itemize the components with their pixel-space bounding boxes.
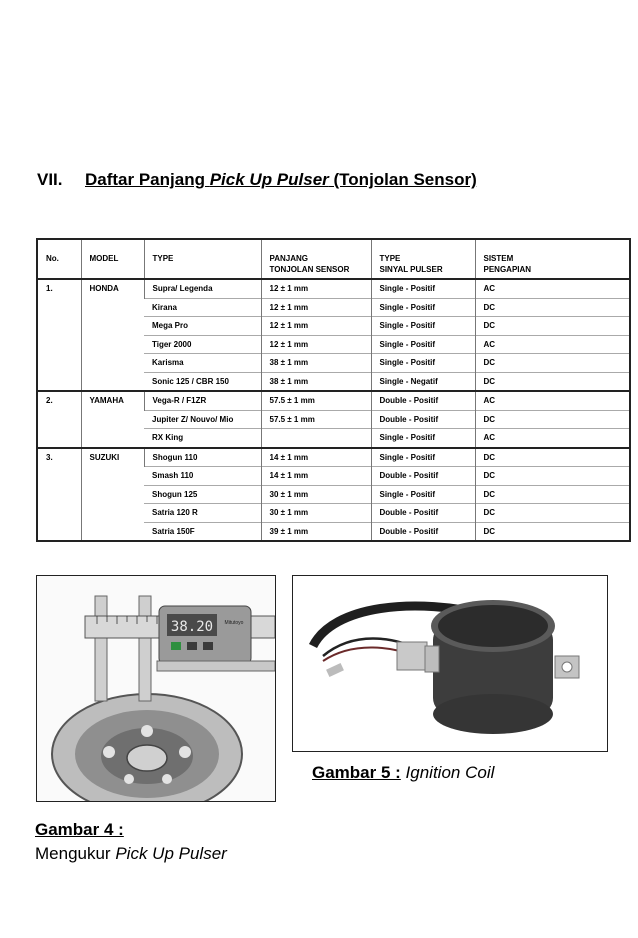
section-title: Daftar Panjang Pick Up Pulser (Tonjolan Sensor) xyxy=(85,170,477,189)
cell-sistem: DC xyxy=(475,522,630,541)
cell-sistem: DC xyxy=(475,485,630,504)
cell-sistem: DC xyxy=(475,448,630,467)
cell-sinyal: Single - Positif xyxy=(371,485,475,504)
header-panjang: PANJANG TONJOLAN SENSOR xyxy=(261,239,371,279)
cell-type: RX King xyxy=(144,429,261,448)
cell-type: Supra/ Legenda xyxy=(144,279,261,298)
cell-sinyal: Single - Positif xyxy=(371,448,475,467)
cell-type: Karisma xyxy=(144,354,261,373)
pulser-length-table xyxy=(36,238,631,542)
cell-sinyal: Double - Positif xyxy=(371,504,475,523)
table-row xyxy=(37,448,630,467)
cell-type: Shogun 125 xyxy=(144,485,261,504)
cell-panjang: 14 ± 1 mm xyxy=(261,467,371,486)
cell-model: YAMAHA xyxy=(81,391,144,448)
cell-sinyal: Double - Positif xyxy=(371,391,475,410)
cell-sistem: DC xyxy=(475,372,630,391)
cell-sistem: DC xyxy=(475,317,630,336)
cell-sinyal: Single - Negatif xyxy=(371,372,475,391)
figure-5-caption xyxy=(312,763,494,783)
table-row xyxy=(37,391,630,410)
header-sistem: SISTEM PENGAPIAN xyxy=(475,239,630,279)
caliper-readout: 38.20 xyxy=(170,619,214,635)
flywheel-image xyxy=(52,694,242,801)
cell-sinyal: Single - Positif xyxy=(371,335,475,354)
cell-no: 3. xyxy=(37,448,81,542)
cell-type: Vega-R / F1ZR xyxy=(144,391,261,410)
cell-type: Smash 110 xyxy=(144,467,261,486)
header-type: TYPE xyxy=(144,239,261,279)
cell-sistem: AC xyxy=(475,279,630,298)
cell-type: Sonic 125 / CBR 150 xyxy=(144,372,261,391)
figure-5-title: Ignition Coil xyxy=(405,763,495,782)
cell-sistem: AC xyxy=(475,335,630,354)
cell-sinyal: Double - Positif xyxy=(371,467,475,486)
cell-type: Kirana xyxy=(144,298,261,317)
cell-panjang: 12 ± 1 mm xyxy=(261,279,371,298)
cell-sistem: DC xyxy=(475,504,630,523)
cell-sinyal: Double - Positif xyxy=(371,522,475,541)
table-body xyxy=(37,279,630,541)
cell-sistem: DC xyxy=(475,298,630,317)
cell-sistem: AC xyxy=(475,429,630,448)
figure-4-label: Gambar 4 : xyxy=(35,820,124,839)
cell-sinyal: Single - Positif xyxy=(371,354,475,373)
cell-panjang: 57.5 ± 1 mm xyxy=(261,410,371,429)
figure-5-label: Gambar 5 : xyxy=(312,763,401,782)
section-heading xyxy=(37,170,477,190)
cell-sinyal: Double - Positif xyxy=(371,410,475,429)
cell-sinyal: Single - Positif xyxy=(371,429,475,448)
caliper-brand: Mitutoyo xyxy=(224,620,244,626)
cell-sinyal: Single - Positif xyxy=(371,298,475,317)
header-sinyal: TYPE SINYAL PULSER xyxy=(371,239,475,279)
cell-panjang: 14 ± 1 mm xyxy=(261,448,371,467)
table-header-row xyxy=(37,239,630,279)
header-model: MODEL xyxy=(81,239,144,279)
cell-sinyal: Single - Positif xyxy=(371,279,475,298)
cell-model: SUZUKI xyxy=(81,448,144,542)
cell-type: Tiger 2000 xyxy=(144,335,261,354)
cell-type: Satria 120 R xyxy=(144,504,261,523)
cell-type: Jupiter Z/ Nouvo/ Mio xyxy=(144,410,261,429)
cell-panjang: 57.5 ± 1 mm xyxy=(261,391,371,410)
section-number: VII. xyxy=(37,170,63,189)
header-no: No. xyxy=(37,239,81,279)
cell-type: Mega Pro xyxy=(144,317,261,336)
cell-panjang xyxy=(261,429,371,448)
cell-sistem: AC xyxy=(475,391,630,410)
cell-panjang: 12 ± 1 mm xyxy=(261,317,371,336)
caliper-photo xyxy=(37,576,275,801)
cell-type: Shogun 110 xyxy=(144,448,261,467)
cell-sistem: DC xyxy=(475,354,630,373)
ignition-coil-photo xyxy=(293,576,607,751)
figure-5-frame xyxy=(292,575,608,752)
cell-no: 2. xyxy=(37,391,81,448)
table-row xyxy=(37,279,630,298)
cell-sinyal: Single - Positif xyxy=(371,317,475,336)
cell-panjang: 38 ± 1 mm xyxy=(261,354,371,373)
cell-no: 1. xyxy=(46,284,53,293)
cell-panjang: 38 ± 1 mm xyxy=(261,372,371,391)
cell-sistem: DC xyxy=(475,410,630,429)
cell-panjang: 39 ± 1 mm xyxy=(261,522,371,541)
cell-model: HONDA xyxy=(81,279,144,391)
cell-panjang: 30 ± 1 mm xyxy=(261,485,371,504)
cell-panjang: 12 ± 1 mm xyxy=(261,298,371,317)
cell-panjang: 30 ± 1 mm xyxy=(261,504,371,523)
figure-4-frame xyxy=(36,575,276,802)
figure-4-caption: Mengukur Pick Up Pulser xyxy=(35,844,227,863)
cell-type: Satria 150F xyxy=(144,522,261,541)
cell-sistem: DC xyxy=(475,467,630,486)
cell-panjang: 12 ± 1 mm xyxy=(261,335,371,354)
